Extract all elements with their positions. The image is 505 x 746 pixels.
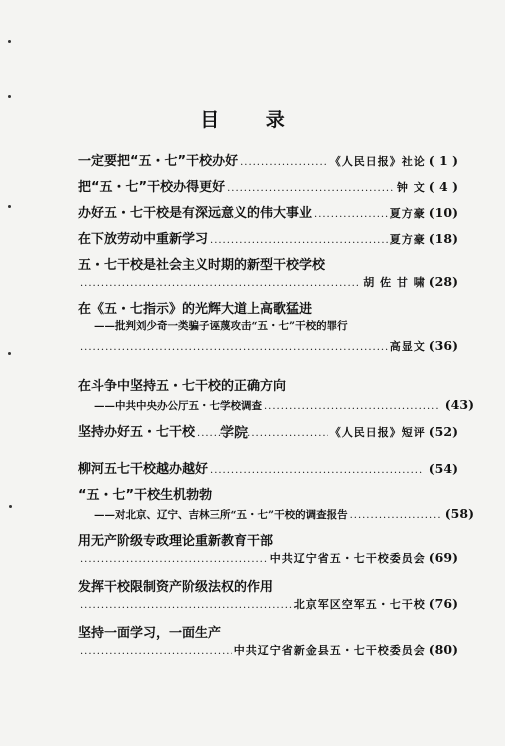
entry-page: (43)	[444, 397, 474, 412]
entry-source: 中共辽宁省新金县五・七干校委员会	[233, 644, 426, 657]
entry-title: 在《五・七指示》的光辉大道上高歌猛进	[78, 302, 313, 317]
toc-entry	[78, 458, 458, 478]
entry-page: (58)	[444, 506, 474, 521]
entry-source: 中共辽宁省五・七干校委员会	[269, 552, 426, 565]
toc-entry	[78, 484, 458, 504]
entry-source: 夏方豪	[389, 233, 426, 246]
leader-dots	[240, 157, 328, 168]
toc-entry	[78, 421, 458, 441]
toc-entry	[78, 228, 458, 248]
entry-page: ( 4 )	[428, 179, 458, 194]
library-stamp: 学院	[219, 424, 249, 442]
leader-dots	[80, 646, 232, 657]
toc-entry	[78, 202, 458, 222]
leader-dots	[197, 428, 328, 439]
leader-dots	[80, 278, 361, 289]
entry-title: 柳河五七干校越办越好	[78, 462, 209, 477]
entry-page: (28)	[428, 274, 458, 289]
toc-entry	[78, 622, 458, 642]
entry-page: (76)	[428, 596, 458, 611]
entry-title: 发挥干校限制资产阶级法权的作用	[78, 580, 274, 595]
margin-dot	[9, 505, 12, 508]
leader-dots	[227, 183, 395, 194]
entry-page: (10)	[428, 205, 458, 220]
entry-title: 五・七干校是社会主义时期的新型干校学校	[78, 258, 326, 273]
entry-title: 坚持办好五・七干校	[78, 425, 196, 440]
toc-entry-subtitle	[78, 506, 474, 526]
entry-source: 高显文	[389, 340, 426, 353]
leader-dots	[80, 600, 292, 611]
toc-entry	[78, 176, 458, 196]
entry-title: 用无产阶级专政理论重新教育干部	[78, 534, 274, 549]
entry-source: 《人民日报》短评	[329, 426, 426, 439]
leader-dots	[80, 342, 388, 353]
margin-dot	[8, 95, 11, 98]
toc-entry-continuation	[78, 642, 458, 662]
toc-entry-continuation	[78, 274, 458, 294]
entry-subtitle: ——对北京、辽宁、吉林三所“五・七”干校的调查报告	[94, 509, 348, 521]
margin-dot	[8, 40, 11, 43]
toc-entry-continuation	[78, 338, 458, 358]
entry-source: 钟 文	[396, 181, 426, 194]
toc-entry-continuation	[78, 550, 458, 570]
entry-title: 一定要把“五・七”干校办好	[78, 154, 239, 169]
leader-dots	[210, 465, 424, 476]
toc-entry-continuation	[78, 596, 458, 616]
entry-subtitle: ——批判刘少奇一类骗子诬蔑攻击“五・七”干校的罪行	[94, 320, 348, 332]
toc-entry	[78, 375, 458, 395]
entry-title: 坚持一面学习，一面生产	[78, 626, 222, 641]
entry-title: 把“五・七”干校办得更好	[78, 180, 226, 195]
leader-dots	[210, 235, 388, 246]
toc-entry	[78, 298, 458, 318]
leader-dots	[314, 209, 388, 220]
toc-entry	[78, 150, 458, 170]
entry-page: (36)	[428, 338, 458, 353]
entry-title: 在斗争中坚持五・七干校的正确方向	[78, 379, 287, 394]
entry-title: 办好五・七干校是有深远意义的伟大事业	[78, 206, 313, 221]
entry-title: 在下放劳动中重新学习	[78, 232, 209, 247]
entry-source: 北京军区空军五・七干校	[293, 598, 426, 611]
entry-page: ( 1 )	[428, 153, 458, 168]
toc-entry	[78, 254, 458, 274]
entry-source: 夏方豪	[389, 207, 426, 220]
entry-page: (69)	[428, 550, 458, 565]
toc-entry	[78, 576, 458, 596]
entry-source: 胡 佐 甘 啸	[363, 276, 426, 289]
entry-source: 《人民日报》社论	[329, 155, 426, 168]
leader-dots	[350, 510, 440, 521]
margin-dot	[8, 352, 11, 355]
entry-page: (54)	[428, 461, 458, 476]
entry-page: (52)	[428, 424, 458, 439]
leader-dots	[80, 554, 268, 565]
entry-page: (18)	[428, 231, 458, 246]
entry-title: “五・七”干校生机勃勃	[78, 488, 213, 503]
toc-entry	[78, 530, 458, 550]
page-title: 目 录	[200, 109, 305, 131]
entry-page: (80)	[428, 642, 458, 657]
leader-dots	[264, 401, 440, 412]
toc-entry-subtitle	[78, 318, 474, 338]
margin-dot	[8, 205, 11, 208]
toc-entry-subtitle	[78, 397, 474, 417]
entry-subtitle: ——中共中央办公厅五・七学校调查	[94, 400, 262, 412]
